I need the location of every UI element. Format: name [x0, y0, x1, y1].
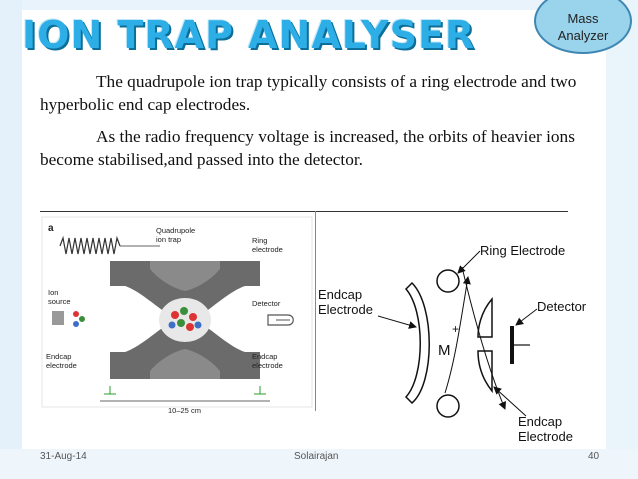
ion-red-3	[186, 323, 194, 331]
ion-blue-2	[195, 322, 202, 329]
label-ring-1: Ring	[252, 236, 268, 245]
schematic-trap-diagram	[318, 243, 587, 444]
background-left-band	[0, 0, 22, 479]
ion-green-2	[177, 319, 185, 327]
label-endcap-1: Endcap	[318, 287, 363, 302]
label-endcap-right-2: electrode	[252, 361, 283, 370]
label-endcap-left-1: Endcap	[46, 352, 72, 361]
ion-path-down	[462, 267, 505, 409]
paragraph-2: As the radio frequency voltage is increased, the orbits of heavier ions become stabilised,and passed into the detector.	[40, 127, 575, 169]
label-detector-right: Detector	[537, 299, 587, 314]
ion-blue-1	[169, 322, 176, 329]
endcap-right-lower	[478, 351, 492, 391]
label-endcap-bottom-1: Endcap	[518, 414, 563, 429]
label-ion-2: source	[48, 297, 71, 306]
ion-green-1	[180, 307, 188, 315]
badge-line-2: Analyzer	[557, 28, 609, 43]
label-endcap-left-2: electrode	[46, 361, 77, 370]
label-endcap-right-1: Endcap	[252, 352, 278, 361]
endcap-left-shape	[406, 283, 429, 403]
trap-cavity	[159, 298, 211, 342]
arrow-detector	[516, 309, 537, 325]
ion-source-block	[52, 311, 64, 325]
label-detector: Detector	[252, 299, 281, 308]
ion-red-2	[189, 313, 197, 321]
label-trap-2: ion trap	[156, 235, 182, 244]
label-ring-electrode: Ring Electrode	[480, 243, 566, 258]
footer-page-number: 40	[588, 451, 600, 462]
badge-line-1: Mass	[567, 11, 599, 26]
label-ion-charge: +	[452, 322, 460, 336]
label-ring-2: electrode	[252, 245, 283, 254]
label-endcap-bottom-2: Electrode	[518, 429, 573, 444]
label-trap-1: Quadrupole	[156, 226, 196, 235]
arrow-endcap-2	[494, 387, 526, 416]
endcap-right-upper	[478, 299, 492, 337]
arrow-ring	[458, 251, 480, 273]
ring-circle-bottom	[437, 395, 459, 417]
label-endcap-2: Electrode	[318, 302, 373, 317]
slide-title: ION TRAP ANALYSER	[22, 13, 476, 57]
label-dimension: 10–25 cm	[168, 406, 201, 415]
quadrupole-trap-diagram	[42, 217, 312, 415]
panel-letter: a	[48, 223, 54, 234]
source-ion-blue	[73, 321, 79, 327]
source-ion-red	[73, 311, 79, 317]
footer-date: 31-Aug-14	[40, 451, 87, 462]
ring-circle-top	[437, 270, 459, 292]
detector-bar	[510, 326, 514, 364]
ion-red-1	[171, 311, 179, 319]
label-ion-m: M	[438, 342, 451, 359]
label-ion-1: Ion	[48, 288, 59, 297]
ion-trap-figure	[40, 211, 587, 446]
paragraph-1: The quadrupole ion trap typically consists of a ring electrode and two hyperbolic end cap electrodes.	[40, 72, 577, 114]
arrow-endcap	[378, 316, 416, 327]
source-ion-green	[79, 316, 85, 322]
background-right-band	[606, 0, 638, 479]
footer-author: Solairajan	[294, 451, 339, 462]
slide-body	[40, 70, 600, 180]
